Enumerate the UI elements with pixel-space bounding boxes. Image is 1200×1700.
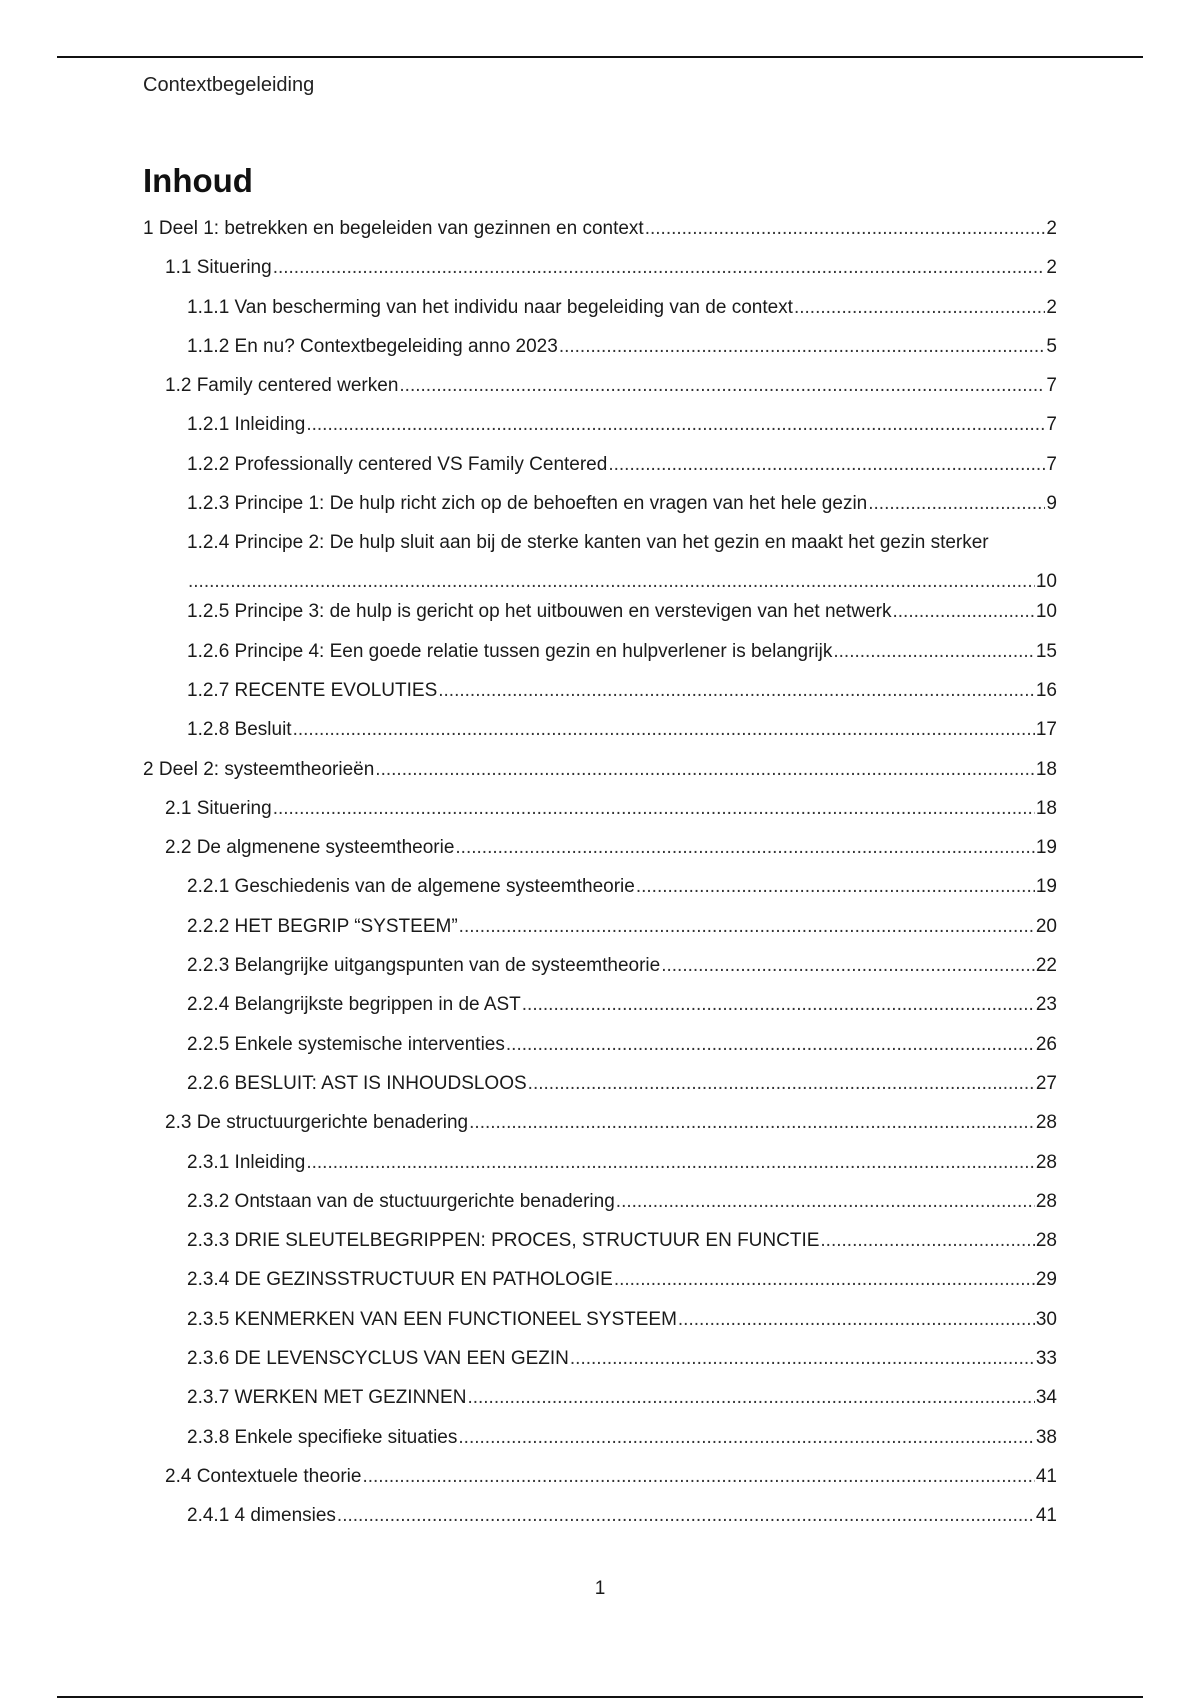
- dot-leader: [455, 833, 1034, 863]
- toc-entry-title: 2.4 Contextuele theorie: [165, 1465, 362, 1487]
- toc-entry[interactable]: [143, 597, 1057, 636]
- toc-entry-title: 2.2.1 Geschiedenis van de algemene systeemtheorie: [187, 876, 635, 898]
- toc-heading: Inhoud: [143, 162, 253, 199]
- dot-leader: [293, 715, 1035, 745]
- toc-entry-page: 10: [1035, 601, 1057, 623]
- toc-entry-page: 28: [1035, 1151, 1057, 1173]
- toc-entry[interactable]: [143, 676, 1057, 715]
- toc-entry-page: 23: [1035, 994, 1057, 1016]
- dot-leader: [273, 253, 1046, 283]
- dot-leader: [306, 410, 1045, 440]
- toc-entry-title: 2.2 De algmenene systeemtheorie: [165, 837, 455, 859]
- dot-leader: [868, 489, 1045, 519]
- toc-entry-page: 28: [1035, 1112, 1057, 1134]
- toc-entry-page: 5: [1046, 335, 1057, 357]
- toc-entry-title: 1.2.5 Principe 3: de hulp is gericht op het uitbouwen en verstevigen van het netwerk: [187, 601, 892, 623]
- toc-entry[interactable]: [143, 1462, 1057, 1501]
- toc-entry-title: 2.4.1 4 dimensies: [187, 1505, 336, 1527]
- dot-leader: [608, 450, 1045, 480]
- toc-entry-title: 2.3.8 Enkele specifieke situaties: [187, 1426, 458, 1448]
- dot-leader: [458, 1423, 1034, 1453]
- dot-leader: [188, 567, 1035, 597]
- toc-entry[interactable]: [143, 912, 1057, 951]
- dot-leader: [273, 794, 1035, 824]
- toc-entry[interactable]: [143, 1148, 1057, 1187]
- toc-entry-title: 1.1.1 Van bescherming van het individu naar begeleiding van de context: [187, 296, 793, 318]
- toc-entry-title: 2.3.2 Ontstaan van de stuctuurgerichte benadering: [187, 1190, 615, 1212]
- toc-entry-page: 2: [1046, 218, 1057, 239]
- toc-entry[interactable]: [143, 1344, 1057, 1383]
- dot-leader: [528, 1069, 1035, 1099]
- toc-entry-title: 1.2.4 Principe 2: De hulp sluit aan bij de sterke kanten van het gezin en maakt het gezin sterker: [187, 532, 989, 554]
- dot-leader: [559, 332, 1046, 362]
- toc-entry[interactable]: [143, 1069, 1057, 1108]
- toc-entry-page: 34: [1035, 1387, 1057, 1409]
- dot-leader: [459, 912, 1035, 942]
- toc-entry-title: 2.3 De structuurgerichte benadering: [165, 1112, 469, 1134]
- toc-entry-title: 2.2.6 BESLUIT: AST IS INHOUDSLOOS: [187, 1072, 527, 1094]
- toc-entry-page: 10: [1035, 571, 1057, 593]
- toc-entry[interactable]: [143, 450, 1057, 489]
- dot-leader: [833, 637, 1035, 667]
- toc-entry-title: 2.2.2 HET BEGRIP “SYSTEEM”: [187, 915, 458, 937]
- toc-entry-page: 17: [1035, 719, 1057, 741]
- toc-entry[interactable]: [143, 715, 1057, 754]
- dot-leader: [636, 872, 1035, 902]
- toc-entry-page: 19: [1035, 876, 1057, 898]
- toc-entry-page: 41: [1035, 1465, 1057, 1487]
- toc-entry[interactable]: [143, 371, 1057, 410]
- toc-entry-title: 2.3.7 WERKEN MET GEZINNEN: [187, 1387, 467, 1409]
- toc-entry[interactable]: [143, 1501, 1057, 1540]
- toc-entry[interactable]: [143, 489, 1057, 528]
- toc-entry[interactable]: [143, 794, 1057, 833]
- toc-entry-page: 7: [1046, 414, 1057, 436]
- toc-entry[interactable]: [143, 833, 1057, 872]
- toc-entry-title: 1.2.1 Inleiding: [187, 414, 306, 436]
- toc-entry-title: 1.2 Family centered werken: [165, 375, 399, 397]
- toc-entry-page: 28: [1035, 1230, 1057, 1252]
- toc-entry-page: 27: [1035, 1072, 1057, 1094]
- toc-entry-title: 1.1 Situering: [165, 257, 272, 279]
- toc-entry-page: 22: [1035, 955, 1057, 977]
- toc-entry[interactable]: [143, 1305, 1057, 1344]
- dot-leader: [522, 990, 1035, 1020]
- toc-entry-page: 38: [1035, 1426, 1057, 1448]
- toc-entry-page: 15: [1035, 640, 1057, 662]
- toc-entry-title: 1.2.8 Besluit: [187, 719, 292, 741]
- dot-leader: [469, 1108, 1035, 1138]
- toc-entry-title: 1.2.2 Professionally centered VS Family Centered: [187, 453, 608, 475]
- toc-entry-title: 2 Deel 2: systeemtheorieën: [143, 758, 375, 780]
- toc-entry-title: 1.2.6 Principe 4: Een goede relatie tussen gezin en hulpverlener is belangrijk: [187, 640, 833, 662]
- toc-entry[interactable]: [143, 214, 1057, 253]
- toc-entry[interactable]: [143, 951, 1057, 990]
- toc-entry-title: 2.2.5 Enkele systemische interventies: [187, 1033, 505, 1055]
- toc-entry-page: 41: [1035, 1505, 1057, 1527]
- toc-entry-title: 2.3.1 Inleiding: [187, 1151, 306, 1173]
- toc-entry-title: 2.3.3 DRIE SLEUTELBEGRIPPEN: PROCES, STRUCTUUR EN FUNCTIE: [187, 1230, 820, 1252]
- toc-entry-page: 18: [1035, 797, 1057, 819]
- toc-entry[interactable]: [143, 1265, 1057, 1304]
- toc-entry-page: 28: [1035, 1190, 1057, 1212]
- toc-entry-title: 1.2.3 Principe 1: De hulp richt zich op de behoeften en vragen van het hele gezin: [187, 493, 868, 515]
- toc-entry-title: 1.2.7 RECENTE EVOLUTIES: [187, 679, 438, 701]
- toc-entry-page: 7: [1046, 375, 1057, 397]
- toc-entry[interactable]: [143, 332, 1057, 371]
- toc-entry-page: 7: [1046, 453, 1057, 475]
- dot-leader: [794, 293, 1045, 323]
- toc-entry[interactable]: [143, 293, 1057, 332]
- toc-entry-title: 2.3.5 KENMERKEN VAN EEN FUNCTIONEEL SYSTEEM: [187, 1308, 677, 1330]
- dot-leader: [820, 1226, 1034, 1256]
- toc-entry-page: 2: [1046, 257, 1057, 279]
- toc-entry-page: 9: [1046, 493, 1057, 515]
- dot-leader: [570, 1344, 1035, 1374]
- toc-entry[interactable]: [143, 1226, 1057, 1265]
- toc-entry[interactable]: [143, 410, 1057, 449]
- toc-entry-page: 33: [1035, 1348, 1057, 1370]
- dot-leader: [399, 371, 1045, 401]
- toc-entry-title: 2.2.3 Belangrijke uitgangspunten van de systeemtheorie: [187, 955, 661, 977]
- toc-entry-page: 2: [1046, 296, 1057, 318]
- dot-leader: [645, 214, 1046, 244]
- toc-entry[interactable]: [143, 1030, 1057, 1069]
- dot-leader: [362, 1462, 1034, 1492]
- dot-leader: [337, 1501, 1035, 1531]
- dot-leader: [306, 1148, 1035, 1178]
- dot-leader: [614, 1265, 1035, 1295]
- toc-entry-page: 18: [1035, 758, 1057, 780]
- dot-leader: [661, 951, 1035, 981]
- toc-entry-title: 2.1 Situering: [165, 797, 272, 819]
- toc-entry[interactable]: [143, 990, 1057, 1029]
- dot-leader: [678, 1305, 1035, 1335]
- toc-entry-page: 16: [1035, 679, 1057, 701]
- dot-leader: [506, 1030, 1035, 1060]
- running-header: Contextbegeleiding: [143, 74, 315, 96]
- footer-rule: [57, 1696, 1143, 1698]
- dot-leader: [438, 676, 1035, 706]
- toc-entry[interactable]: [143, 1108, 1057, 1147]
- toc-entry-page: 29: [1035, 1269, 1057, 1291]
- toc-entry-title: 2.2.4 Belangrijkste begrippen in de AST: [187, 994, 521, 1016]
- dot-leader: [616, 1187, 1035, 1217]
- toc-entry[interactable]: [143, 637, 1057, 676]
- toc-entry-title: 1 Deel 1: betrekken en begeleiden van gezinnen en context: [143, 218, 644, 239]
- toc-entry-page: 26: [1035, 1033, 1057, 1055]
- toc-entry[interactable]: [143, 1187, 1057, 1226]
- dot-leader: [375, 755, 1035, 785]
- toc-entry-page: 30: [1035, 1308, 1057, 1330]
- toc-entry-title: 2.3.4 DE GEZINSSTRUCTUUR EN PATHOLOGIE: [187, 1269, 613, 1291]
- toc-entry[interactable]: [143, 872, 1057, 911]
- toc-entry-title: 1.1.2 En nu? Contextbegeleiding anno 2023: [187, 335, 558, 357]
- toc-entry-page: 19: [1035, 837, 1057, 859]
- toc-entry[interactable]: [143, 755, 1057, 794]
- toc-entry[interactable]: [143, 1423, 1057, 1462]
- toc-entry[interactable]: [143, 253, 1057, 292]
- toc-entry-title: 2.3.6 DE LEVENSCYCLUS VAN EEN GEZIN: [187, 1348, 569, 1370]
- table-of-contents: [143, 214, 1057, 1541]
- dot-leader: [893, 597, 1035, 627]
- toc-entry[interactable]: [143, 1383, 1057, 1422]
- header-rule: [57, 56, 1143, 58]
- toc-entry[interactable]: [143, 528, 1057, 597]
- page-number: 1: [594, 1578, 606, 1599]
- dot-leader: [467, 1383, 1034, 1413]
- toc-entry-page: 20: [1035, 915, 1057, 937]
